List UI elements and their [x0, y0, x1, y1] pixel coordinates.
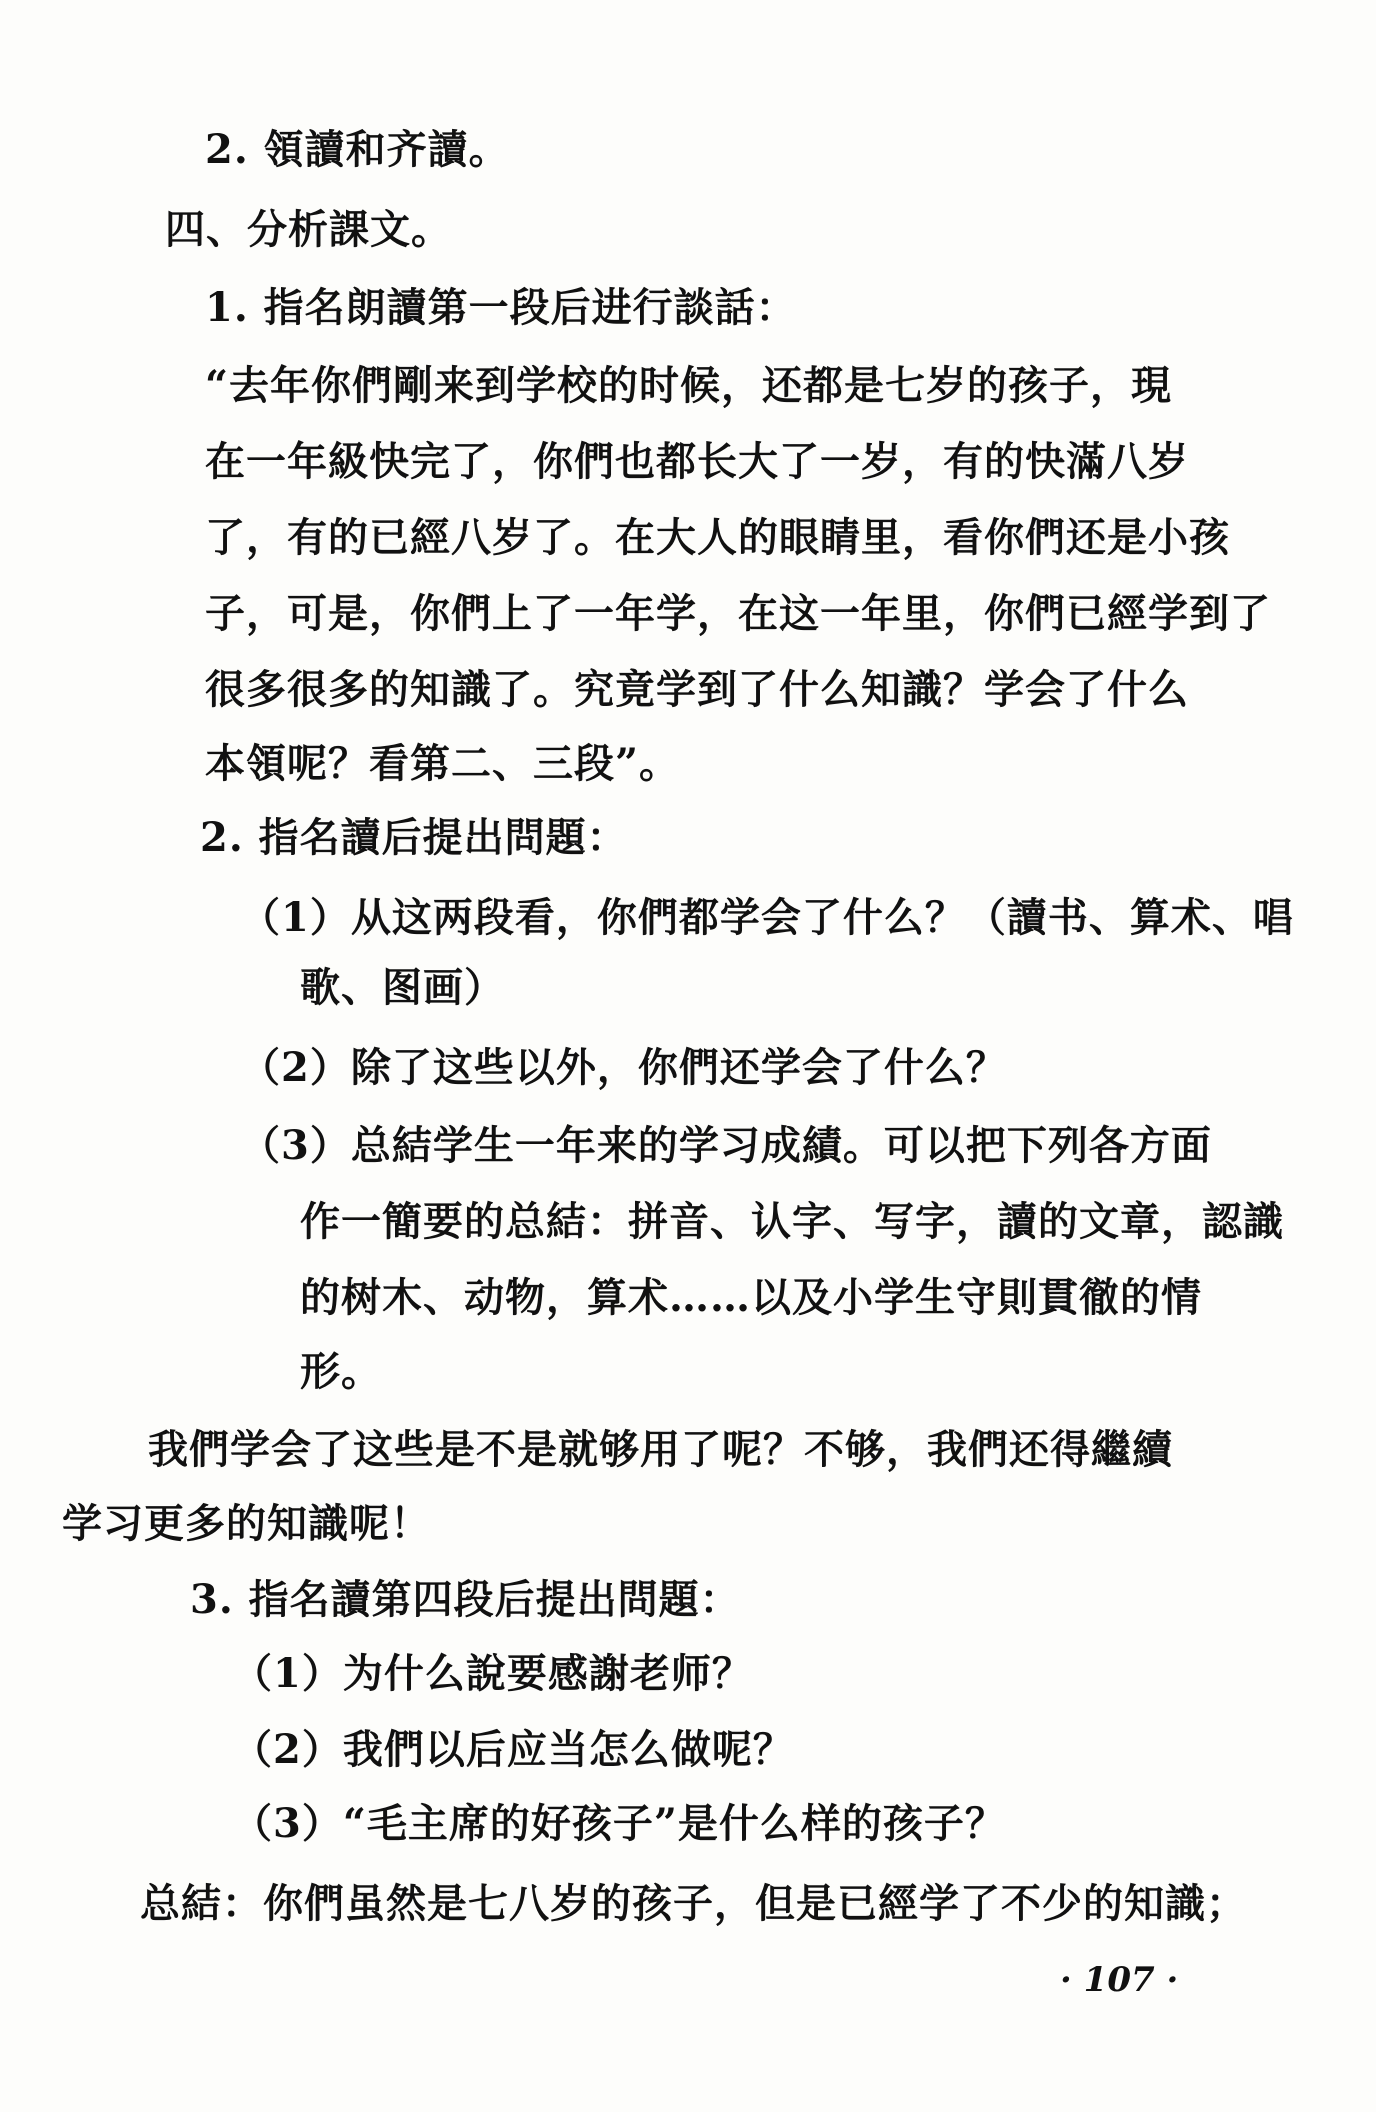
- question-2-3-line-2: 作一簡要的总結：拼音、认字、写字，讀的文章，認識: [300, 1198, 1284, 1245]
- quote-line-5: 很多很多的知識了。究竟学到了什么知識？学会了什么: [205, 666, 1189, 713]
- question-2-3-line-3: 的树木、动物，算术……以及小学生守則貫徹的情: [300, 1274, 1202, 1321]
- quote-line-6: 本領呢？看第二、三段”。: [205, 740, 681, 787]
- question-2-3-line-4: 形。: [300, 1348, 382, 1395]
- item-1-read-first-paragraph: 1. 指名朗讀第一段后进行談話：: [205, 284, 797, 331]
- item-2-questions: 2. 指名讀后提出問題：: [200, 814, 628, 861]
- question-2-2: （2）除了这些以外，你們还学会了什么？: [240, 1044, 1007, 1091]
- page-number: · 107 ·: [1060, 1960, 1179, 2000]
- question-3-3: （3）“毛主席的好孩子”是什么样的孩子？: [232, 1800, 1006, 1847]
- question-2-1: （1）从这两段看，你們都学会了什么？（讀书、算术、唱: [240, 894, 1294, 941]
- quote-line-2: 在一年級快完了，你們也都长大了一岁，有的快滿八岁: [205, 438, 1189, 485]
- summary-line: 总結：你們虽然是七八岁的孩子，但是已經学了不少的知識；: [140, 1880, 1247, 1927]
- section-4-heading: 四、分析課文。: [165, 206, 452, 253]
- item-2-reading: 2. 領讀和齐讀。: [205, 126, 510, 173]
- quote-line-4: 子，可是，你們上了一年学，在这一年里，你們已經学到了: [205, 590, 1271, 637]
- question-2-1-cont: 歌、图画）: [300, 964, 505, 1011]
- item-3-questions: 3. 指名讀第四段后提出問題：: [190, 1576, 741, 1623]
- paragraph-line-2: 学习更多的知識呢！: [62, 1500, 431, 1547]
- quote-line-3: 了，有的已經八岁了。在大人的眼睛里，看你們还是小孩: [205, 514, 1230, 561]
- question-3-1: （1）为什么說要感謝老师？: [232, 1650, 753, 1697]
- question-3-2: （2）我們以后应当怎么做呢？: [232, 1726, 794, 1773]
- quote-line-1: “去年你們剛来到学校的时候，还都是七岁的孩子，現: [205, 362, 1173, 409]
- paragraph-line-1: 我們学会了这些是不是就够用了呢？不够，我們还得繼續: [148, 1426, 1173, 1473]
- question-2-3: （3）总結学生一年来的学习成績。可以把下列各方面: [240, 1122, 1212, 1169]
